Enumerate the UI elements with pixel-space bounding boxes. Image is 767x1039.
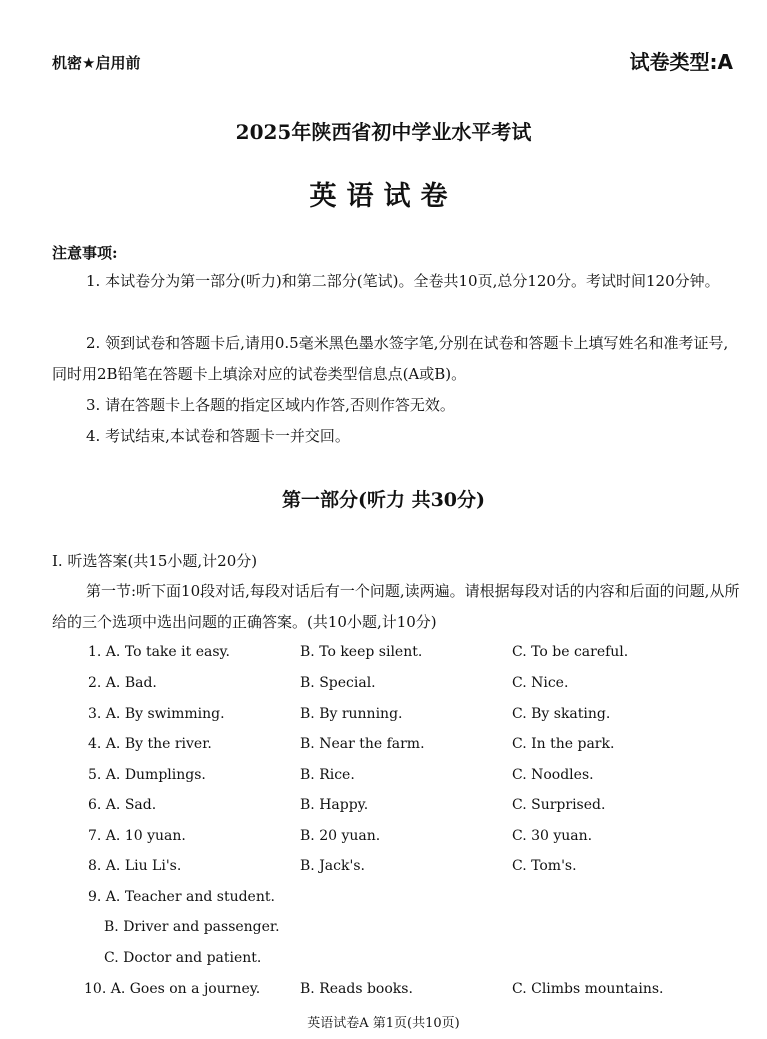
- option-b: B. Driver and passenger.: [104, 919, 280, 935]
- option-b: B. Reads books.: [300, 981, 413, 997]
- option-c: C. Climbs mountains.: [512, 981, 664, 997]
- notice-item: 2. 领到试卷和答题卡后,请用0.5毫米黑色墨水签字笔,分别在试卷和答题卡上填写姓名和准考证号,同时用2B铅笔在答题卡上填涂对应的试卷类型信息点(A或B)。: [52, 334, 729, 383]
- option-a: 7. A. 10 yuan.: [88, 828, 186, 844]
- section-instruction: 第一节:听下面10段对话,每段对话后有一个问题,读两遍。请根据每段对话的内容和后面的问题,从所给的三个选项中选出问题的正确答案。(共10小题,计10分): [52, 582, 740, 631]
- option-a: 3. A. By swimming.: [88, 706, 225, 722]
- paper-type-label: 试卷类型:A: [629, 50, 733, 74]
- option-c: C. By skating.: [512, 706, 611, 722]
- part-one-heading: 第一部分(听力 共30分): [281, 489, 486, 511]
- exam-title: 2025年陕西省初中学业水平考试: [235, 120, 532, 144]
- option-b: B. Happy.: [300, 797, 369, 813]
- option-a: 10. A. Goes on a journey.: [84, 981, 261, 997]
- option-c: C. Tom's.: [512, 858, 577, 874]
- option-a: 9. A. Teacher and student.: [88, 889, 275, 905]
- exam-subtitle: 英语试卷: [309, 181, 458, 212]
- confidential-label: 机密★启用前: [52, 54, 141, 72]
- option-c: C. In the park.: [512, 736, 615, 752]
- option-b: B. Rice.: [300, 767, 355, 783]
- option-c: C. Surprised.: [512, 797, 606, 813]
- notice-item: 3. 请在答题卡上各题的指定区域内作答,否则作答无效。: [86, 396, 455, 414]
- section-heading: Ⅰ. 听选答案(共15小题,计20分): [52, 552, 258, 570]
- option-b: B. Jack's.: [300, 858, 365, 874]
- option-a: 2. A. Bad.: [88, 675, 157, 691]
- page-footer: 英语试卷A 第1页(共10页): [307, 1016, 460, 1031]
- option-c: C. Noodles.: [512, 767, 594, 783]
- option-c: C. 30 yuan.: [512, 828, 593, 844]
- option-b: B. Special.: [300, 675, 376, 691]
- option-b: B. To keep silent.: [300, 644, 423, 660]
- option-c: C. Doctor and patient.: [104, 950, 262, 966]
- option-b: B. By running.: [300, 706, 403, 722]
- notice-item: 4. 考试结束,本试卷和答题卡一并交回。: [86, 427, 350, 445]
- option-a: 5. A. Dumplings.: [88, 767, 206, 783]
- option-a: 4. A. By the river.: [88, 736, 212, 752]
- option-c: C. Nice.: [512, 675, 569, 691]
- notice-heading: 注意事项:: [52, 244, 118, 262]
- option-b: B. 20 yuan.: [300, 828, 381, 844]
- option-b: B. Near the farm.: [300, 736, 425, 752]
- option-a: 6. A. Sad.: [88, 797, 157, 813]
- notice-item: 1. 本试卷分为第一部分(听力)和第二部分(笔试)。全卷共10页,总分120分。考试时间120分钟。: [86, 272, 720, 290]
- option-a: 8. A. Liu Li's.: [88, 858, 182, 874]
- option-a: 1. A. To take it easy.: [88, 644, 231, 660]
- option-c: C. To be careful.: [512, 644, 629, 660]
